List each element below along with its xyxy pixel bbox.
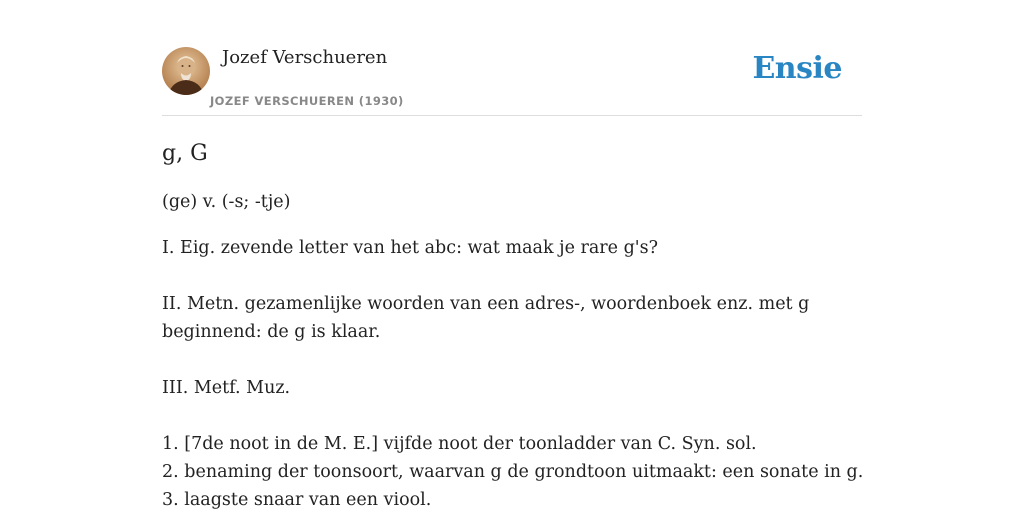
definition-1: I. Eig. zevende letter van het abc: wat maak je rare g's? — [162, 238, 658, 258]
brand-logo[interactable]: Ensie — [752, 51, 842, 86]
avatar[interactable] — [162, 47, 210, 95]
numbered-senses — [162, 430, 862, 512]
entry-headword: g, G — [162, 141, 208, 166]
entry-content — [162, 138, 862, 512]
author-name[interactable]: Jozef Verschueren — [222, 47, 388, 68]
source-attribution: JOZEF VERSCHUEREN (1930) — [210, 94, 404, 108]
definition-2: II. Metn. gezamenlijke woorden van een adres-, woordenboek enz. met g beginnend: de g is klaar. — [162, 294, 810, 342]
sense-item: 2. benaming der toonsoort, waarvan g de grondtoon uitmaakt: een sonate in g. — [162, 462, 864, 482]
sense-item: 1. [7de noot in de M. E.] vijfde noot der toonladder van C. Syn. sol. — [162, 434, 757, 454]
author-portrait-icon — [162, 47, 210, 95]
sense-item: 3. laagste snaar van een viool. — [162, 490, 432, 510]
grammar-info: (ge) v. (-s; -tje) — [162, 192, 291, 212]
entry-header — [162, 44, 862, 116]
definition-3: III. Metf. Muz. — [162, 378, 291, 398]
